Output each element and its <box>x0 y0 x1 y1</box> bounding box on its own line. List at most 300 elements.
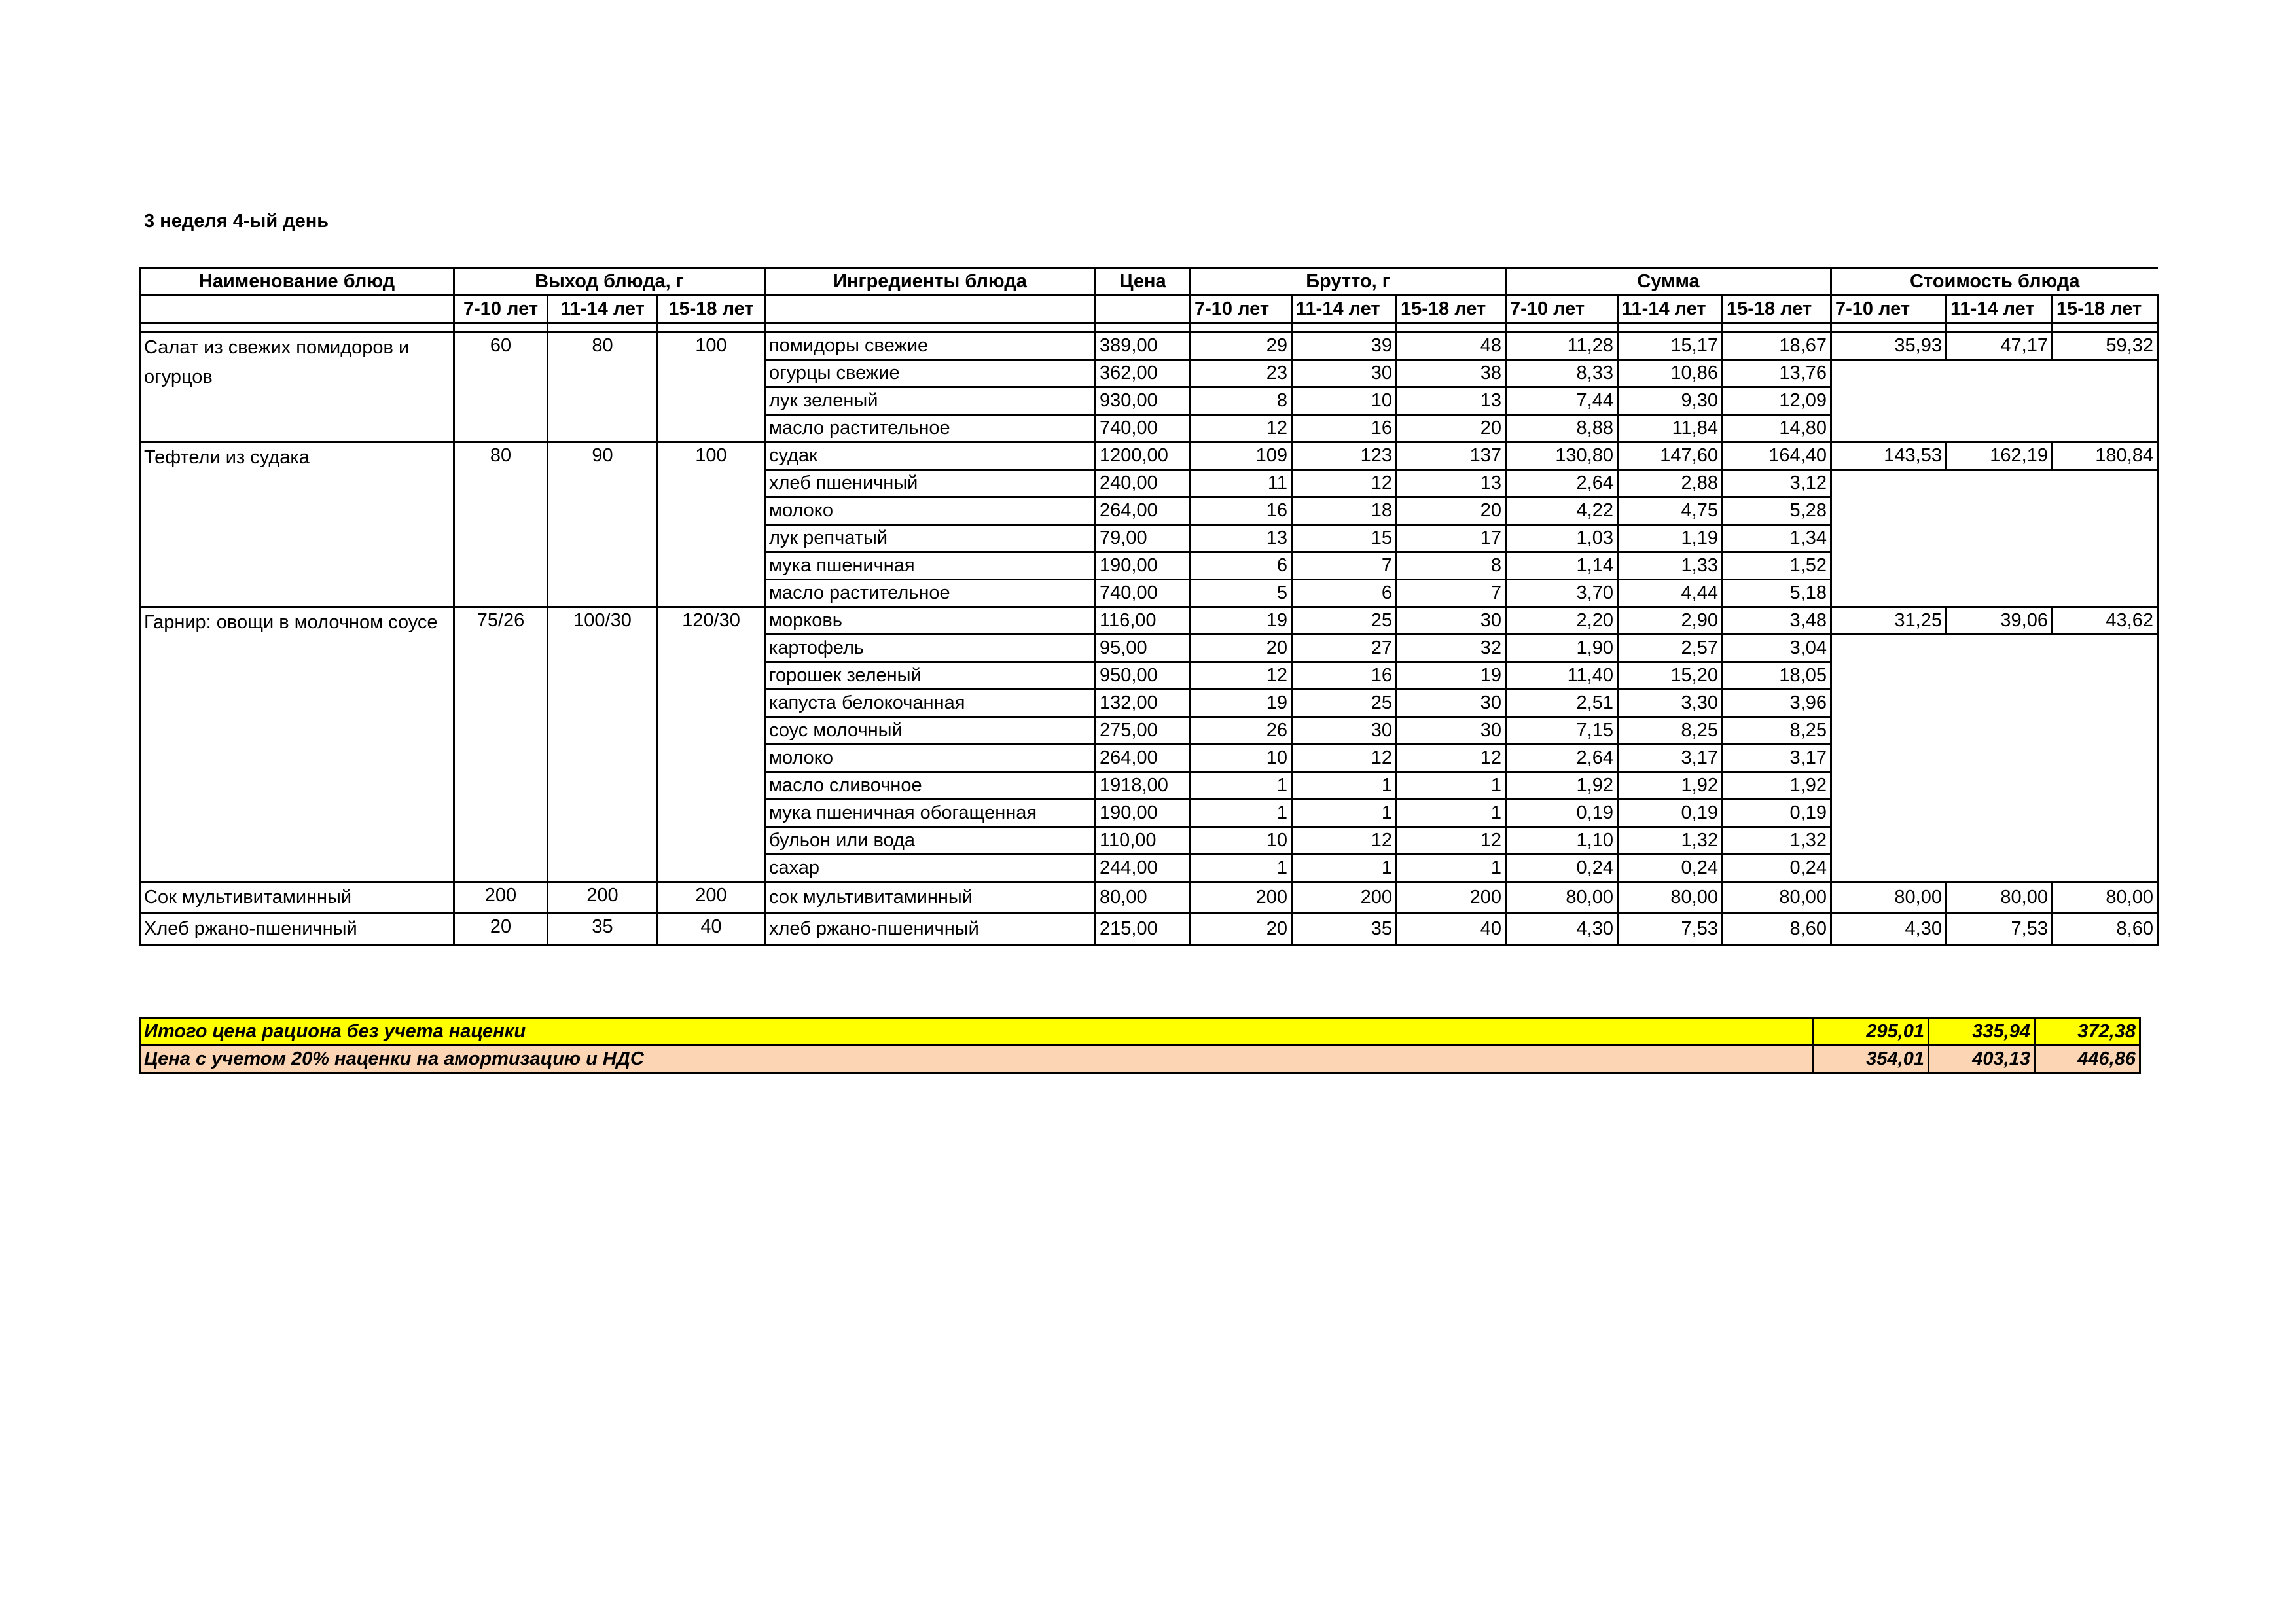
dish-cost: 35,93 <box>1831 332 1946 360</box>
ingredient-brutto: 30 <box>1292 360 1397 387</box>
ingredient-brutto: 137 <box>1397 442 1506 470</box>
dish-yield: 35 <box>548 914 658 945</box>
totals-value: 295,01 <box>1814 1018 1929 1046</box>
empty-cell <box>1946 827 2053 855</box>
ingredient-name: лук репчатый <box>765 525 1096 552</box>
empty-cell <box>1831 580 1946 607</box>
ingredient-sum: 14,80 <box>1723 415 1831 442</box>
ingredient-brutto: 12 <box>1397 827 1506 855</box>
ingredient-name: молоко <box>765 745 1096 772</box>
ingredient-brutto: 1 <box>1292 855 1397 882</box>
ingredient-brutto: 200 <box>1191 882 1292 914</box>
dish-cost: 143,53 <box>1831 442 1946 470</box>
dish-cost: 39,06 <box>1946 607 2053 635</box>
dish-yield: 100/30 <box>548 607 658 882</box>
empty-cell <box>1946 690 2053 717</box>
empty-cell <box>1946 470 2053 497</box>
ingredient-sum: 1,32 <box>1618 827 1723 855</box>
ingredient-row <box>140 882 2158 914</box>
empty-cell <box>2053 415 2158 442</box>
ingredient-brutto: 39 <box>1292 332 1397 360</box>
empty-cell <box>1946 552 2053 580</box>
empty-cell <box>1831 827 1946 855</box>
ingredient-brutto: 109 <box>1191 442 1292 470</box>
ingredient-brutto: 35 <box>1292 914 1397 945</box>
ingredient-brutto: 20 <box>1397 497 1506 525</box>
ingredient-brutto: 5 <box>1191 580 1292 607</box>
totals-row <box>140 1046 2140 1073</box>
ingredient-sum: 9,30 <box>1618 387 1723 415</box>
empty-cell <box>1831 552 1946 580</box>
ingredient-price: 190,00 <box>1096 800 1191 827</box>
ingredient-name: масло растительное <box>765 580 1096 607</box>
totals-value: 354,01 <box>1814 1046 1929 1073</box>
header-empty <box>765 296 1096 323</box>
totals-value: 446,86 <box>2035 1046 2140 1073</box>
empty-cell <box>1946 635 2053 662</box>
empty-cell <box>2053 525 2158 552</box>
ingredient-brutto: 48 <box>1397 332 1506 360</box>
empty-cell <box>2053 580 2158 607</box>
ingredient-sum: 7,15 <box>1506 717 1618 745</box>
ingredient-price: 275,00 <box>1096 717 1191 745</box>
ingredient-name: сок мультивитаминный <box>765 882 1096 914</box>
empty-cell <box>1946 360 2053 387</box>
dish-cost: 43,62 <box>2053 607 2158 635</box>
ingredient-brutto: 1 <box>1292 772 1397 800</box>
dish-cost: 8,60 <box>2053 914 2158 945</box>
ingredient-brutto: 1 <box>1191 800 1292 827</box>
ingredient-brutto: 19 <box>1397 662 1506 690</box>
ingredient-brutto: 1 <box>1292 800 1397 827</box>
empty-cell <box>1946 855 2053 882</box>
ingredient-sum: 0,24 <box>1506 855 1618 882</box>
totals-table <box>139 1017 2141 1074</box>
ingredient-price: 244,00 <box>1096 855 1191 882</box>
page-title: 3 неделя 4-ый день <box>144 211 329 232</box>
ingredient-sum: 15,17 <box>1618 332 1723 360</box>
ingredient-price: 264,00 <box>1096 497 1191 525</box>
ingredient-sum: 1,92 <box>1618 772 1723 800</box>
ingredient-sum: 1,52 <box>1723 552 1831 580</box>
ingredient-sum: 0,19 <box>1723 800 1831 827</box>
ingredient-brutto: 40 <box>1397 914 1506 945</box>
header-age: 11-14 лет <box>1292 296 1397 323</box>
ingredient-name: мука пшеничная <box>765 552 1096 580</box>
empty-cell <box>1946 580 2053 607</box>
totals-value: 403,13 <box>1929 1046 2035 1073</box>
ingredient-price: 190,00 <box>1096 552 1191 580</box>
header-cost: Стоимость блюда <box>1831 268 2158 296</box>
ingredient-sum: 3,30 <box>1618 690 1723 717</box>
empty-cell <box>1831 745 1946 772</box>
ingredient-name: судак <box>765 442 1096 470</box>
empty-cell <box>1831 387 1946 415</box>
ingredient-price: 116,00 <box>1096 607 1191 635</box>
ingredient-sum: 3,17 <box>1618 745 1723 772</box>
ingredient-brutto: 18 <box>1292 497 1397 525</box>
empty-cell <box>2053 800 2158 827</box>
dish-yield: 200 <box>658 882 765 914</box>
ingredient-sum: 1,10 <box>1506 827 1618 855</box>
dish-cost: 31,25 <box>1831 607 1946 635</box>
ingredient-brutto: 19 <box>1191 690 1292 717</box>
ingredient-brutto: 10 <box>1191 827 1292 855</box>
header-age: 15-18 лет <box>2053 296 2158 323</box>
dish-cost: 80,00 <box>1946 882 2053 914</box>
empty-cell <box>2053 387 2158 415</box>
empty-cell <box>1831 662 1946 690</box>
empty-cell <box>1831 717 1946 745</box>
ingredient-sum: 8,60 <box>1723 914 1831 945</box>
header-empty <box>140 296 454 323</box>
dish-name: Хлеб ржано-пшеничный <box>140 914 454 945</box>
ingredient-name: капуста белокочанная <box>765 690 1096 717</box>
dish-yield: 100 <box>658 332 765 442</box>
ingredient-name: молоко <box>765 497 1096 525</box>
empty-cell <box>1831 415 1946 442</box>
ingredient-brutto: 16 <box>1292 662 1397 690</box>
ingredient-brutto: 1 <box>1191 772 1292 800</box>
dish-yield: 40 <box>658 914 765 945</box>
header-age: 7-10 лет <box>1506 296 1618 323</box>
ingredient-brutto: 30 <box>1397 607 1506 635</box>
ingredient-sum: 3,04 <box>1723 635 1831 662</box>
empty-cell <box>1946 662 2053 690</box>
totals-label: Итого цена рациона без учета наценки <box>140 1018 1814 1046</box>
ingredient-brutto: 13 <box>1191 525 1292 552</box>
ingredient-brutto: 12 <box>1292 827 1397 855</box>
ingredient-brutto: 20 <box>1191 914 1292 945</box>
ingredient-sum: 7,44 <box>1506 387 1618 415</box>
ingredient-price: 264,00 <box>1096 745 1191 772</box>
ingredient-sum: 2,20 <box>1506 607 1618 635</box>
ingredient-price: 1918,00 <box>1096 772 1191 800</box>
ingredient-price: 950,00 <box>1096 662 1191 690</box>
empty-cell <box>1831 360 1946 387</box>
ingredient-name: хлеб ржано-пшеничный <box>765 914 1096 945</box>
empty-cell <box>2053 855 2158 882</box>
ingredient-brutto: 12 <box>1191 415 1292 442</box>
header-age: 15-18 лет <box>1723 296 1831 323</box>
ingredient-sum: 8,25 <box>1723 717 1831 745</box>
dish-name: Гарнир: овощи в молочном соусе <box>140 607 454 882</box>
ingredient-sum: 8,25 <box>1618 717 1723 745</box>
ingredient-price: 930,00 <box>1096 387 1191 415</box>
empty-cell <box>1831 690 1946 717</box>
ingredient-brutto: 200 <box>1397 882 1506 914</box>
empty-cell <box>1831 855 1946 882</box>
dish-yield: 75/26 <box>454 607 548 882</box>
ingredient-sum: 5,28 <box>1723 497 1831 525</box>
ingredient-brutto: 6 <box>1191 552 1292 580</box>
ingredient-sum: 1,03 <box>1506 525 1618 552</box>
ingredient-brutto: 200 <box>1292 882 1397 914</box>
ingredient-brutto: 20 <box>1397 415 1506 442</box>
ingredient-price: 110,00 <box>1096 827 1191 855</box>
empty-cell <box>1831 525 1946 552</box>
ingredient-sum: 130,80 <box>1506 442 1618 470</box>
empty-cell <box>2053 827 2158 855</box>
empty-cell <box>2053 690 2158 717</box>
header-ingredients: Ингредиенты блюда <box>765 268 1096 296</box>
ingredient-price: 132,00 <box>1096 690 1191 717</box>
ingredient-brutto: 12 <box>1292 745 1397 772</box>
ingredient-price: 215,00 <box>1096 914 1191 945</box>
dish-cost: 59,32 <box>2053 332 2158 360</box>
dish-cost: 4,30 <box>1831 914 1946 945</box>
ingredient-brutto: 30 <box>1397 717 1506 745</box>
ingredient-brutto: 29 <box>1191 332 1292 360</box>
ingredient-name: морковь <box>765 607 1096 635</box>
ingredient-brutto: 1 <box>1397 800 1506 827</box>
ingredient-sum: 0,19 <box>1618 800 1723 827</box>
ingredient-sum: 11,28 <box>1506 332 1618 360</box>
ingredient-name: помидоры свежие <box>765 332 1096 360</box>
ingredient-row <box>140 914 2158 945</box>
ingredient-sum: 3,48 <box>1723 607 1831 635</box>
ingredient-brutto: 12 <box>1191 662 1292 690</box>
header-age: 11-14 лет <box>1946 296 2053 323</box>
ingredient-sum: 7,53 <box>1618 914 1723 945</box>
ingredient-name: сахар <box>765 855 1096 882</box>
header-dish: Наименование блюд <box>140 268 454 296</box>
header-age: 7-10 лет <box>1831 296 1946 323</box>
ingredient-name: масло растительное <box>765 415 1096 442</box>
ingredient-brutto: 8 <box>1191 387 1292 415</box>
header-brutto: Брутто, г <box>1191 268 1506 296</box>
ingredient-sum: 1,34 <box>1723 525 1831 552</box>
header-age: 11-14 лет <box>548 296 658 323</box>
ingredient-sum: 3,96 <box>1723 690 1831 717</box>
ingredient-brutto: 17 <box>1397 525 1506 552</box>
totals-value: 335,94 <box>1929 1018 2035 1046</box>
ingredient-sum: 1,33 <box>1618 552 1723 580</box>
header-empty <box>1096 296 1191 323</box>
ingredient-brutto: 16 <box>1191 497 1292 525</box>
ingredient-price: 740,00 <box>1096 580 1191 607</box>
ingredient-sum: 1,90 <box>1506 635 1618 662</box>
ingredient-sum: 8,88 <box>1506 415 1618 442</box>
empty-cell <box>2053 470 2158 497</box>
ingredient-sum: 2,57 <box>1618 635 1723 662</box>
ingredient-name: масло сливочное <box>765 772 1096 800</box>
ingredient-brutto: 12 <box>1397 745 1506 772</box>
empty-cell <box>2053 635 2158 662</box>
empty-cell <box>1831 772 1946 800</box>
ingredient-sum: 3,12 <box>1723 470 1831 497</box>
header-yield: Выход блюда, г <box>454 268 765 296</box>
ingredient-sum: 0,19 <box>1506 800 1618 827</box>
ingredient-brutto: 8 <box>1397 552 1506 580</box>
empty-cell <box>1831 470 1946 497</box>
dish-cost: 80,00 <box>2053 882 2158 914</box>
dish-yield: 20 <box>454 914 548 945</box>
ingredient-sum: 3,17 <box>1723 745 1831 772</box>
ingredient-sum: 1,92 <box>1723 772 1831 800</box>
ingredient-price: 740,00 <box>1096 415 1191 442</box>
ingredient-brutto: 1 <box>1397 855 1506 882</box>
empty-cell <box>1946 800 2053 827</box>
empty-cell <box>1831 497 1946 525</box>
dish-yield: 200 <box>548 882 658 914</box>
ingredient-name: бульон или вода <box>765 827 1096 855</box>
ingredient-sum: 8,33 <box>1506 360 1618 387</box>
ingredient-sum: 3,70 <box>1506 580 1618 607</box>
empty-cell <box>1946 387 2053 415</box>
ingredient-brutto: 7 <box>1292 552 1397 580</box>
ingredient-sum: 15,20 <box>1618 662 1723 690</box>
ingredient-price: 240,00 <box>1096 470 1191 497</box>
ingredient-brutto: 1 <box>1397 772 1506 800</box>
ingredient-sum: 2,64 <box>1506 470 1618 497</box>
totals-row <box>140 1018 2140 1046</box>
empty-cell <box>1946 525 2053 552</box>
ingredient-sum: 11,40 <box>1506 662 1618 690</box>
ingredient-price: 80,00 <box>1096 882 1191 914</box>
ingredient-sum: 80,00 <box>1723 882 1831 914</box>
dish-cost: 80,00 <box>1831 882 1946 914</box>
header-age: 15-18 лет <box>1397 296 1506 323</box>
header-age: 11-14 лет <box>1618 296 1723 323</box>
dish-yield: 200 <box>454 882 548 914</box>
ingredient-name: картофель <box>765 635 1096 662</box>
ingredient-brutto: 1 <box>1191 855 1292 882</box>
ingredient-brutto: 30 <box>1397 690 1506 717</box>
header-sum: Сумма <box>1506 268 1831 296</box>
ingredient-brutto: 123 <box>1292 442 1397 470</box>
ingredient-brutto: 15 <box>1292 525 1397 552</box>
ingredient-sum: 5,18 <box>1723 580 1831 607</box>
ingredient-brutto: 7 <box>1397 580 1506 607</box>
ingredient-sum: 13,76 <box>1723 360 1831 387</box>
totals-value: 372,38 <box>2035 1018 2140 1046</box>
ingredient-brutto: 32 <box>1397 635 1506 662</box>
ingredient-sum: 2,88 <box>1618 470 1723 497</box>
ingredient-brutto: 30 <box>1292 717 1397 745</box>
empty-cell <box>1946 772 2053 800</box>
ingredient-price: 389,00 <box>1096 332 1191 360</box>
empty-cell <box>1946 497 2053 525</box>
empty-cell <box>2053 772 2158 800</box>
ingredient-price: 1200,00 <box>1096 442 1191 470</box>
ingredient-sum: 80,00 <box>1506 882 1618 914</box>
ingredient-sum: 1,14 <box>1506 552 1618 580</box>
empty-cell <box>1831 635 1946 662</box>
ingredient-name: лук зеленый <box>765 387 1096 415</box>
empty-cell <box>2053 497 2158 525</box>
empty-cell <box>1831 800 1946 827</box>
ingredient-sum: 12,09 <box>1723 387 1831 415</box>
ingredient-brutto: 38 <box>1397 360 1506 387</box>
menu-table <box>139 267 2159 946</box>
header-row-2 <box>140 296 2158 323</box>
dish-cost: 162,19 <box>1946 442 2053 470</box>
ingredient-brutto: 10 <box>1191 745 1292 772</box>
dish-yield: 120/30 <box>658 607 765 882</box>
dish-yield: 80 <box>454 442 548 607</box>
ingredient-brutto: 27 <box>1292 635 1397 662</box>
ingredient-sum: 2,51 <box>1506 690 1618 717</box>
ingredient-brutto: 23 <box>1191 360 1292 387</box>
ingredient-sum: 164,40 <box>1723 442 1831 470</box>
ingredient-brutto: 6 <box>1292 580 1397 607</box>
ingredient-sum: 2,64 <box>1506 745 1618 772</box>
ingredient-brutto: 20 <box>1191 635 1292 662</box>
ingredient-brutto: 11 <box>1191 470 1292 497</box>
empty-cell <box>2053 717 2158 745</box>
ingredient-sum: 10,86 <box>1618 360 1723 387</box>
ingredient-sum: 18,67 <box>1723 332 1831 360</box>
empty-cell <box>2053 552 2158 580</box>
ingredient-row <box>140 442 2158 470</box>
dish-yield: 90 <box>548 442 658 607</box>
ingredient-sum: 4,30 <box>1506 914 1618 945</box>
empty-cell <box>2053 360 2158 387</box>
dish-yield: 60 <box>454 332 548 442</box>
ingredient-sum: 0,24 <box>1723 855 1831 882</box>
ingredient-row <box>140 332 2158 360</box>
ingredient-sum: 1,92 <box>1506 772 1618 800</box>
header-age: 7-10 лет <box>1191 296 1292 323</box>
ingredient-sum: 2,90 <box>1618 607 1723 635</box>
dish-yield: 80 <box>548 332 658 442</box>
empty-cell <box>1946 717 2053 745</box>
ingredient-name: мука пшеничная обогащенная <box>765 800 1096 827</box>
dish-name: Сок мультивитаминный <box>140 882 454 914</box>
empty-cell <box>2053 662 2158 690</box>
ingredient-sum: 11,84 <box>1618 415 1723 442</box>
ingredient-sum: 4,44 <box>1618 580 1723 607</box>
ingredient-brutto: 13 <box>1397 387 1506 415</box>
dish-name: Тефтели из судака <box>140 442 454 607</box>
ingredient-brutto: 16 <box>1292 415 1397 442</box>
ingredient-sum: 1,32 <box>1723 827 1831 855</box>
ingredient-name: соус молочный <box>765 717 1096 745</box>
ingredient-sum: 1,19 <box>1618 525 1723 552</box>
ingredient-price: 362,00 <box>1096 360 1191 387</box>
header-age: 7-10 лет <box>454 296 548 323</box>
ingredient-name: огурцы свежие <box>765 360 1096 387</box>
ingredient-brutto: 12 <box>1292 470 1397 497</box>
ingredient-brutto: 25 <box>1292 607 1397 635</box>
ingredient-brutto: 10 <box>1292 387 1397 415</box>
ingredient-row <box>140 607 2158 635</box>
ingredient-brutto: 25 <box>1292 690 1397 717</box>
empty-cell <box>1946 745 2053 772</box>
empty-cell <box>2053 745 2158 772</box>
ingredient-sum: 4,22 <box>1506 497 1618 525</box>
ingredient-sum: 147,60 <box>1618 442 1723 470</box>
header-age: 15-18 лет <box>658 296 765 323</box>
header-row-1 <box>140 268 2158 296</box>
ingredient-sum: 0,24 <box>1618 855 1723 882</box>
ingredient-price: 95,00 <box>1096 635 1191 662</box>
empty-cell <box>1946 415 2053 442</box>
dish-cost: 47,17 <box>1946 332 2053 360</box>
ingredient-brutto: 19 <box>1191 607 1292 635</box>
ingredient-brutto: 26 <box>1191 717 1292 745</box>
dish-yield: 100 <box>658 442 765 607</box>
ingredient-name: хлеб пшеничный <box>765 470 1096 497</box>
ingredient-sum: 4,75 <box>1618 497 1723 525</box>
totals-label: Цена с учетом 20% наценки на амортизацию и НДС <box>140 1046 1814 1073</box>
header-price: Цена <box>1096 268 1191 296</box>
ingredient-sum: 18,05 <box>1723 662 1831 690</box>
dish-cost: 7,53 <box>1946 914 2053 945</box>
ingredient-sum: 80,00 <box>1618 882 1723 914</box>
ingredient-price: 79,00 <box>1096 525 1191 552</box>
